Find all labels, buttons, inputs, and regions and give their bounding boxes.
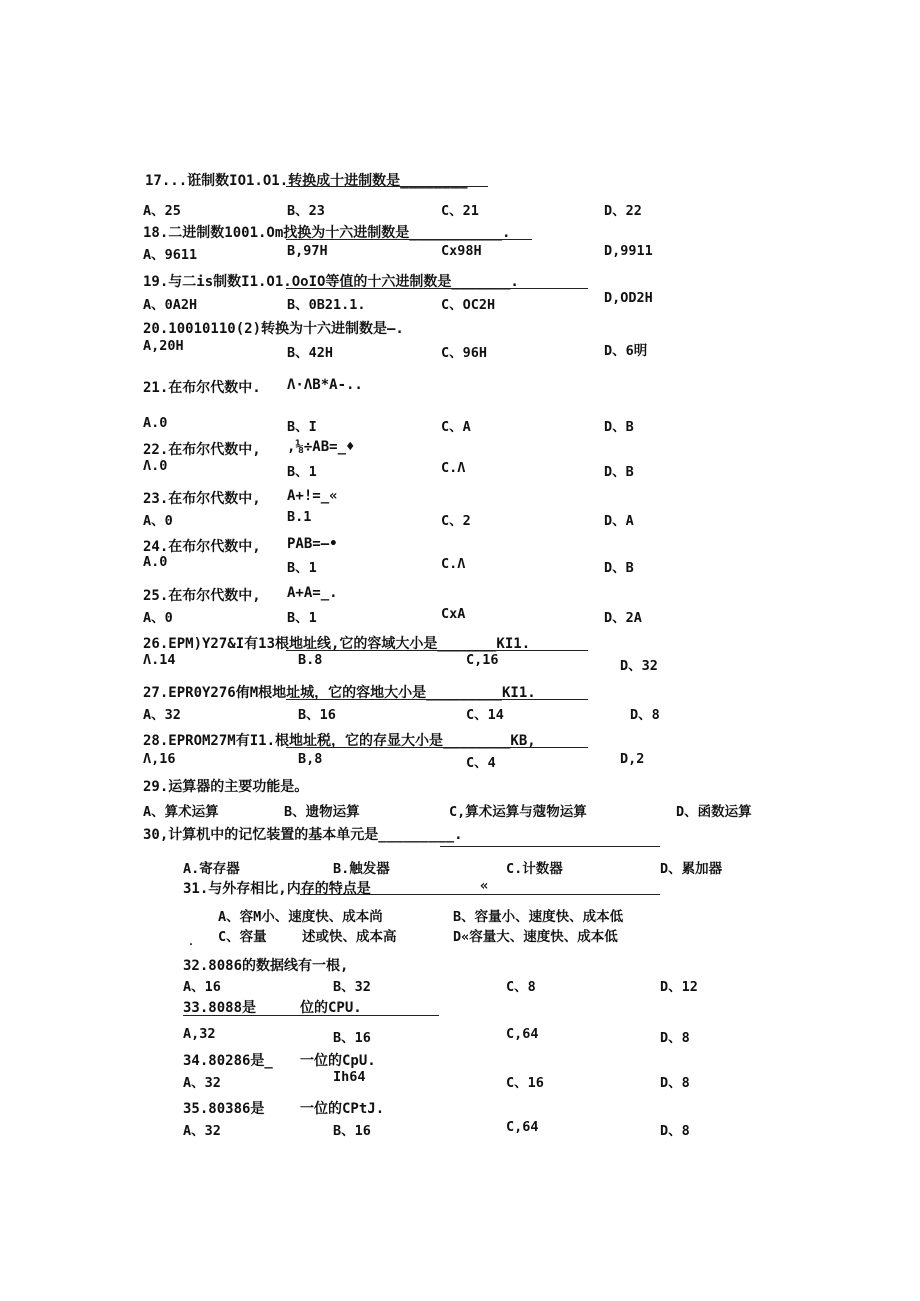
option-b: B,8 [298,751,323,767]
option-c: C,64 [506,1119,539,1135]
answer-line [286,239,532,240]
option-d: D、B [604,560,634,576]
option-a: A、32 [143,707,181,723]
option-d: D、8 [630,707,660,723]
question-18-stem: 18.二进制数1001.Om找换为十六进制数是___________. [143,225,511,241]
option-d: D,OD2H [604,290,653,306]
boolean-expression: ,⅛÷AB=_♦ [287,439,355,455]
option-a: Λ,16 [143,751,176,767]
question-17-stem: 17...诳制数IO1.O1.转换成十进制数是________ [145,173,468,189]
option-d: D、22 [604,203,642,219]
option-b: Ih64 [333,1069,366,1085]
question-22-stem: 22.在布尔代数中, [143,442,261,458]
option-c: CxA [441,606,466,622]
option-a: Λ.0 [143,458,168,474]
option-a: A、0A2H [143,297,198,313]
option-d: D,9911 [604,243,653,259]
question-26-stem: 26.EPM)Y27&I有13根地址线,它的容域大小是_______KI1. [143,636,531,652]
boolean-expression: Λ·ΛB*A-.. [287,377,363,393]
question-20-stem: 20.10010110(2)转换为十六进制数是—. [143,321,404,337]
option-d: D、函数运算 [676,804,752,820]
option-d: D、8 [660,1075,690,1091]
question-24-stem: 24.在布尔代数中, [143,539,261,555]
option-a: A、32 [183,1123,221,1139]
option-a: A,32 [183,1026,216,1042]
question-27-stem: 27.EPR0Y276侑M根地址城，它的容地大小是_________KI1. [143,685,536,701]
answer-line [286,699,588,700]
option-b: B、32 [333,979,371,995]
option-d: D,2 [620,751,645,767]
question-28-stem: 28.EPROM27M有I1.根地址税，它的存显大小是________KB, [143,733,536,749]
question-25-stem: 25.在布尔代数中, [143,588,261,604]
option-b: B、42H [287,345,334,361]
option-c: C,16 [466,652,499,668]
option-a: A.0 [143,415,168,431]
boolean-expression: A+A=_. [287,585,338,601]
option-d: D、8 [660,1030,690,1046]
option-b: B.8 [298,652,323,668]
option-c: C,算术运算与蔻物运算 [449,804,587,820]
option-a: A、算术运算 [143,804,219,820]
option-c: C、A [441,419,471,435]
option-a: A、容M小、速度快、成本尚 [218,909,383,925]
question-19-stem: 19.与二is制数I1.O1.OoIO等值的十六进制数是_______. [143,274,519,290]
option-b: B、遗物运算 [284,804,360,820]
option-a: A、25 [143,203,181,219]
option-b: B,97H [287,243,328,259]
option-d: D、2A [604,610,642,626]
option-b: B.1 [287,509,312,525]
option-c: C、14 [466,707,504,723]
option-d: D、12 [660,979,698,995]
question-33-mid: 位的CPU. [300,1000,362,1016]
option-c: C.Λ [441,556,466,572]
question-35-stem: 35.80386是 [183,1101,265,1117]
option-c: C、容量 [218,929,267,945]
option-d: D、A [604,513,634,529]
option-a: A、0 [143,610,173,626]
option-d: D、6明 [604,343,648,359]
option-d: D«容量大、速度快、成本低 [453,929,618,945]
option-c-cont: 述或快、成本高 [302,929,397,945]
option-a: A,20H [143,338,184,354]
answer-line [286,288,588,289]
answer-line [286,186,488,187]
option-b: B、16 [333,1030,371,1046]
question-34-stem: 34.80286是_ [183,1053,273,1069]
question-32-stem: 32.8086的数据线有一根, [183,958,349,974]
option-b: B、23 [287,203,325,219]
option-b: B、1 [287,464,317,480]
stray-dot: . [188,937,195,948]
option-a: A、9611 [143,247,198,263]
option-a: Λ.14 [143,652,176,668]
option-d: D、B [604,419,634,435]
option-a: A.0 [143,554,168,570]
option-a: A、32 [183,1075,221,1091]
answer-line [300,894,660,895]
question-30-stem: 30,计算机中的记忆装置的基本单元是_________. [143,827,463,843]
option-a: A、0 [143,513,173,529]
question-31-tail: « [480,878,489,894]
boolean-expression: PAB=—• [287,536,338,552]
boolean-expression: A+!=_« [287,488,338,504]
option-c: C、96H [441,345,488,361]
answer-line [183,1015,439,1016]
option-c: C、16 [506,1075,544,1091]
option-c: C、8 [506,979,536,995]
option-c: C、21 [441,203,479,219]
option-c: C,64 [506,1026,539,1042]
option-c: C.计数器 [506,861,563,877]
question-35-mid: 一位的CPtJ. [300,1101,385,1117]
option-b: B、1 [287,560,317,576]
answer-line [440,846,660,847]
option-c: C、OC2H [441,297,496,313]
question-31-stem: 31.与外存相比,内存的特点是 [183,881,371,897]
option-b: B、16 [298,707,336,723]
option-a: A.寄存器 [183,861,240,877]
question-34-mid: 一位的CpU. [300,1053,376,1069]
option-b: B、1 [287,610,317,626]
option-c: C、4 [466,755,496,771]
question-21-stem: 21.在布尔代数中. [143,380,261,396]
option-c: C.Λ [441,460,466,476]
option-d: D、8 [660,1123,690,1139]
option-b: B、I [287,419,317,435]
option-b: B、16 [333,1123,371,1139]
option-d: D、累加器 [660,861,723,877]
question-29-stem: 29.运算器的主要功能是。 [143,779,309,795]
option-b: B.触发器 [333,861,390,877]
question-23-stem: 23.在布尔代数中, [143,491,261,507]
option-a: A、16 [183,979,221,995]
option-c: C、2 [441,513,471,529]
question-33-stem: 33.8088是 [183,1000,257,1016]
answer-line [286,650,588,651]
answer-line [286,747,588,748]
option-d: D、32 [620,658,658,674]
option-c: Cx98H [441,243,482,259]
option-b: B、容量小、速度快、成本低 [453,909,624,925]
option-d: D、B [604,464,634,480]
option-b: B、0B21.1. [287,297,366,313]
